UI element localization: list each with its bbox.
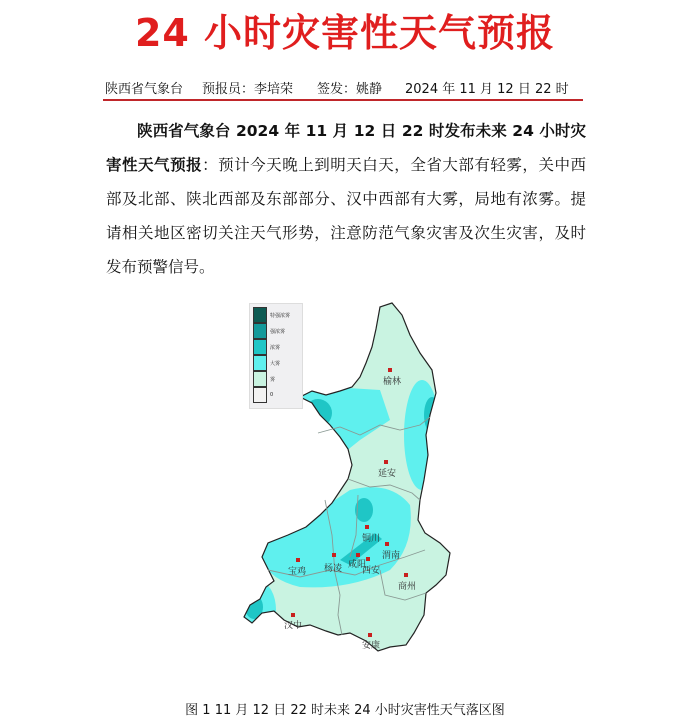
- agency: 陕西省气象台: [105, 82, 184, 97]
- figure-caption: 图 1 11 月 12 日 22 时未来 24 小时灾害性天气落区图: [185, 703, 505, 718]
- page-title: 24 小时灾害性天气预报: [134, 11, 556, 55]
- forecast-text: ：预计今天晚上到明天白天，全省大部有轻雾，关中西部及北部、陕北西部及东部部分、汉中西部有大雾，局地有浓雾。提请相关地区密切关注天气形势，注意防范气象灾害及次生灾害，及时发布预警信号。: [106, 156, 586, 276]
- issuer: 签发：姚静: [317, 82, 383, 97]
- legend-label: 0: [270, 392, 274, 398]
- city-yulin: 榆林: [383, 377, 402, 387]
- legend-label: 雾: [270, 377, 276, 383]
- legend-label: 浓雾: [270, 345, 281, 351]
- forecast-lead: 陕西省气象台 2024 年 11 月 12 日 22 时发布未来 24 小时灾害性天气预报: [106, 122, 586, 174]
- city-baoji: 宝鸡: [288, 567, 307, 577]
- legend-label: 强浓雾: [270, 329, 286, 335]
- issue-datetime: 2024 年 11 月 12 日 22 时: [405, 82, 569, 97]
- forecast-body: [106, 114, 586, 284]
- city-shangzhou: 商州: [398, 582, 417, 592]
- city-xianyang: 咸阳: [348, 560, 367, 570]
- city-tongchuan: 铜川: [362, 534, 381, 544]
- city-hanzhong: 汉中: [284, 621, 303, 631]
- map-legend: [249, 303, 303, 409]
- city-yanan: 延安: [378, 469, 397, 479]
- meta-bar: [105, 76, 583, 98]
- legend-swatch-extreme-dense-fog: [253, 307, 267, 323]
- legend-swatch-heavy-fog: [253, 355, 267, 371]
- legend-label: 大雾: [270, 361, 281, 367]
- city-weinan: 渭南: [382, 551, 401, 561]
- legend-swatch-fog: [253, 371, 267, 387]
- legend-swatch-strong-dense-fog: [253, 323, 267, 339]
- legend-label: 特强浓雾: [270, 313, 291, 319]
- legend-swatch-dense-fog: [253, 339, 267, 355]
- city-yangling: 杨凌: [324, 564, 343, 574]
- city-xian: 西安: [362, 566, 381, 576]
- city-ankang: 安康: [362, 641, 381, 651]
- forecaster: 预报员：李培荣: [202, 82, 294, 97]
- header-divider: [103, 99, 583, 101]
- legend-swatch-none: [253, 387, 267, 403]
